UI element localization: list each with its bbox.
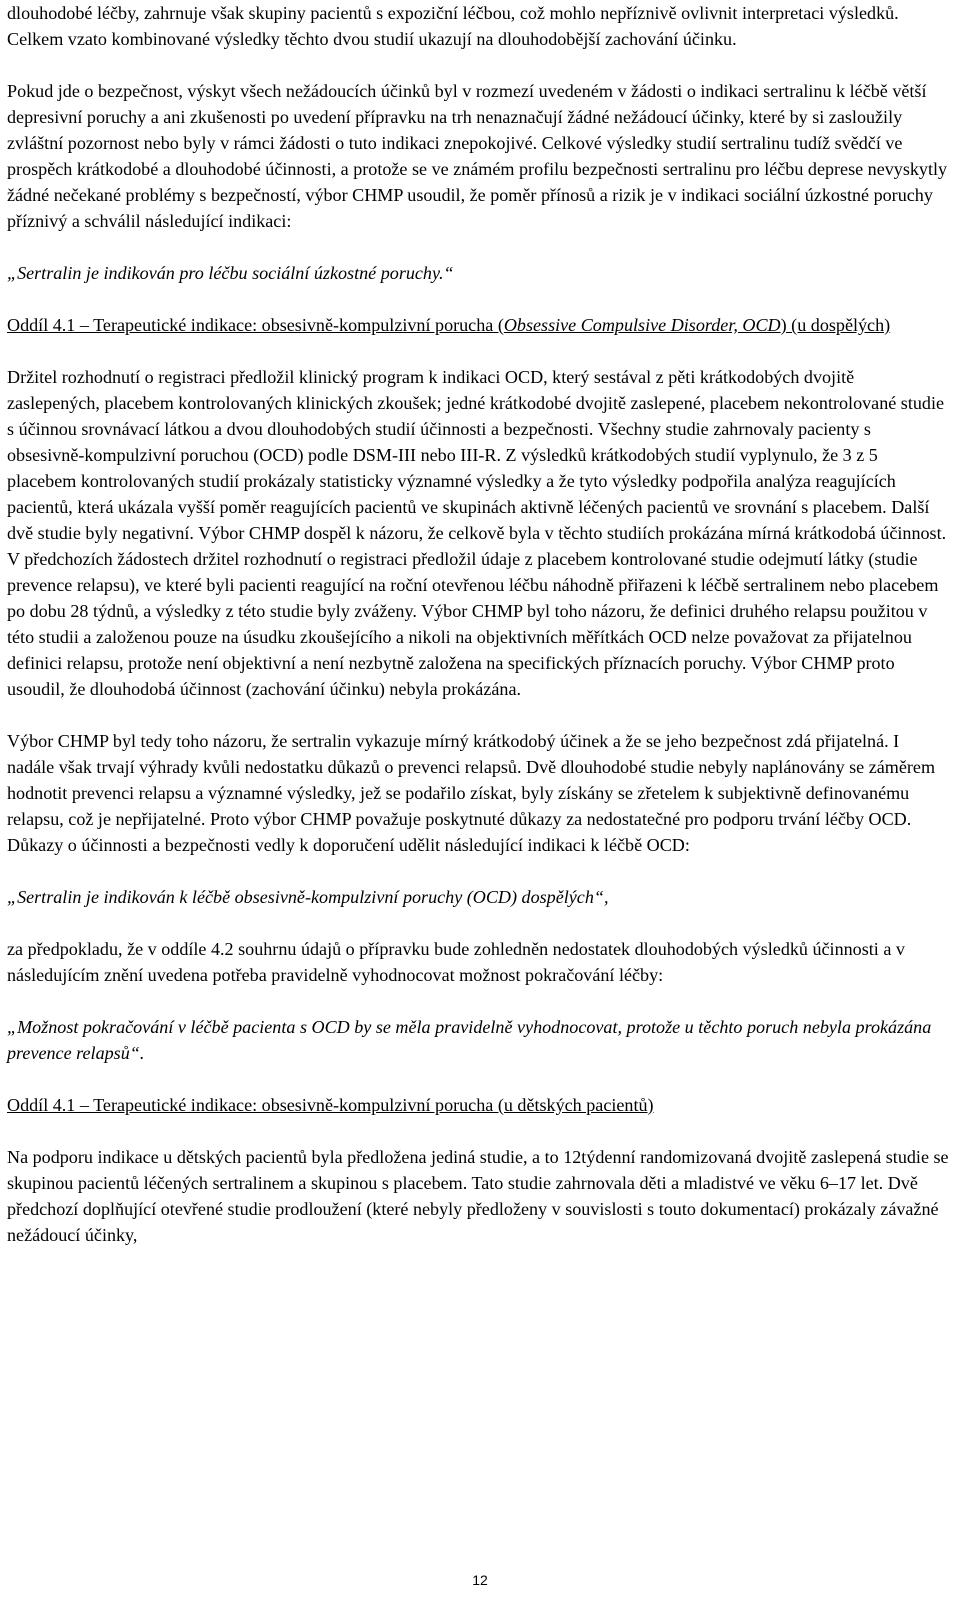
quote-social-anxiety-indication: „Sertralin je indikován pro léčbu sociální úzkostné poruchy.“ [7,263,454,283]
paragraph-safety: Pokud jde o bezpečnost, výskyt všech nežádoucích účinků byl v rozmezí uvedeném v žádosti o indikaci sertralinu k léčbě větší depresivní poruchy a ani zkušenosti po uvedení přípravku na trh nenaznačují žádné nežádoucí účinky, které by si zasloužily zvláštní pozornost nebo byly v rámci žádosti o tuto indikaci znepokojivé. Celkové výsledky studií sertralinu tudíž svědčí ve prospěch krátkodobé a dlouhodobé účinnosti, a protože se ve známém profilu bezpečnosti sertralinu pro léčbu deprese nevyskytly žádné nečekané problémy s bezpečností, výbor CHMP usoudil, že poměr přínosů a rizik je v indikaci sociální úzkostné poruchy příznivý a schválil následující indikaci: [7,81,948,231]
heading-ocd-adults-prefix: Oddíl 4.1 – Terapeutické indikace: obsesivně-kompulzivní porucha ( [7,315,504,335]
paragraph-ocd-program: Držitel rozhodnutí o registraci předložil klinický program k indikaci OCD, který sestával z pěti krátkodobých dvojitě zaslepených, placebem kontrolovaných klinických zkoušek; jedné krátkodobé dvojitě zaslepené, placebem nekontrolované studie s účinnou srovnávací látkou a dvou dlouhodobých studií účinnosti a bezpečnosti. Všechny studie zahrnovaly pacienty s obsesivně-kompulzivní poruchou (OCD) podle DSM-III nebo III-R. Z výsledků krátkodobých studií vyplynulo, že 3 z 5 placebem kontrolovaných studií prokázaly statisticky významné výsledky a že tyto výsledky podpořila analýza reagujících pacientů, která ukázala vyšší poměr reagujících pacientů ve skupinách aktivně léčených pacientů ve srovnání s placebem. Další dvě studie byly negativní. Výbor CHMP dospěl k názoru, že celkově byla v těchto studiích prokázána mírná krátkodobá účinnost. V předchozích žádostech držitel rozhodnutí o registraci předložil údaje z placebem kontrolované studie odejmutí látky (studie prevence relapsu), ve které byli pacienti reagující na roční otevřenou léčbu náhodně přiřazeni k léčbě sertralinem nebo placebem po dobu 28 týdnů, a výsledky z této studie byly zváženy. Výbor CHMP byl toho názoru, že definici druhého relapsu použitou v této studii a založenou pouze na úsudku zkoušejícího a nikoli na objektivních měřítkách OCD nelze považovat za přijatelnou definici relapsu, protože není objektivní a není nezbytně založena na specifických příznacích poruchy. Výbor CHMP proto usoudil, že dlouhodobá účinnost (zachování účinku) nebyla prokázána. [7,367,947,699]
paragraph-ocd-conclusion: Výbor CHMP byl tedy toho názoru, že sertralin vykazuje mírný krátkodobý účinek a že se jeho bezpečnost zdá přijatelná. I nadále však trvají výhrady kvůli nedostatku důkazů o prevenci relapsů. Dvě dlouhodobé studie nebyly naplánovány se záměrem hodnotit prevenci relapsu a významné výsledky, jež se podařilo získat, byly získány se zřetelem k subjektivně definovanému relapsu, což je nepřijatelné. Proto výbor CHMP považuje poskytnuté důkazy za nedostatečné pro podporu trvání léčby OCD. Důkazy o účinnosti a bezpečnosti vedly k doporučení udělit následující indikaci k léčbě OCD: [7,731,936,855]
paragraph-intro: dlouhodobé léčby, zahrnuje však skupiny pacientů s expoziční léčbou, což mohlo nepříznivě ovlivnit interpretaci výsledků. Celkem vzato kombinované výsledky těchto dvou studií ukazují na dlouhodobější zachování účinku. [7,3,899,49]
paragraph-condition: za předpokladu, že v oddíle 4.2 souhrnu údajů o přípravku bude zohledněn nedostatek dlouhodobých výsledků účinnosti a v následujícím znění uvedena potřeba pravidelně vyhodnocovat možnost pokračování léčby: [7,939,905,985]
section-heading-ocd-adults [7,312,949,338]
paragraph-children: Na podporu indikace u dětských pacientů byla předložena jediná studie, a to 12týdenní randomizovaná dvojitě zaslepená studie se skupinou pacientů léčených sertralinem a skupinou s placebem. Tato studie zahrnovala děti a mladistvé ve věku 6–17 let. Dvě předchozí doplňující otevřené studie prodloužení (které nebyly předloženy v souvislosti s touto dokumentací) prokázaly závažné nežádoucí účinky, [7,1147,949,1245]
document-page [7,0,949,1248]
quote-ocd-indication: „Sertralin je indikován k léčbě obsesivně-kompulzivní poruchy (OCD) dospělých“, [7,887,609,907]
section-heading-ocd-children: Oddíl 4.1 – Terapeutické indikace: obsesivně-kompulzivní porucha (u dětských pacientů) [7,1095,654,1115]
heading-ocd-adults-suffix: ) (u dospělých) [780,315,891,335]
quote-continuation: „Možnost pokračování v léčbě pacienta s OCD by se měla pravidelně vyhodnocovat, protože u těchto poruch nebyla prokázána prevence relapsů“. [7,1017,932,1063]
page-number: 12 [472,1572,488,1588]
heading-ocd-adults-italic: Obsessive Compulsive Disorder, OCD [503,315,781,335]
